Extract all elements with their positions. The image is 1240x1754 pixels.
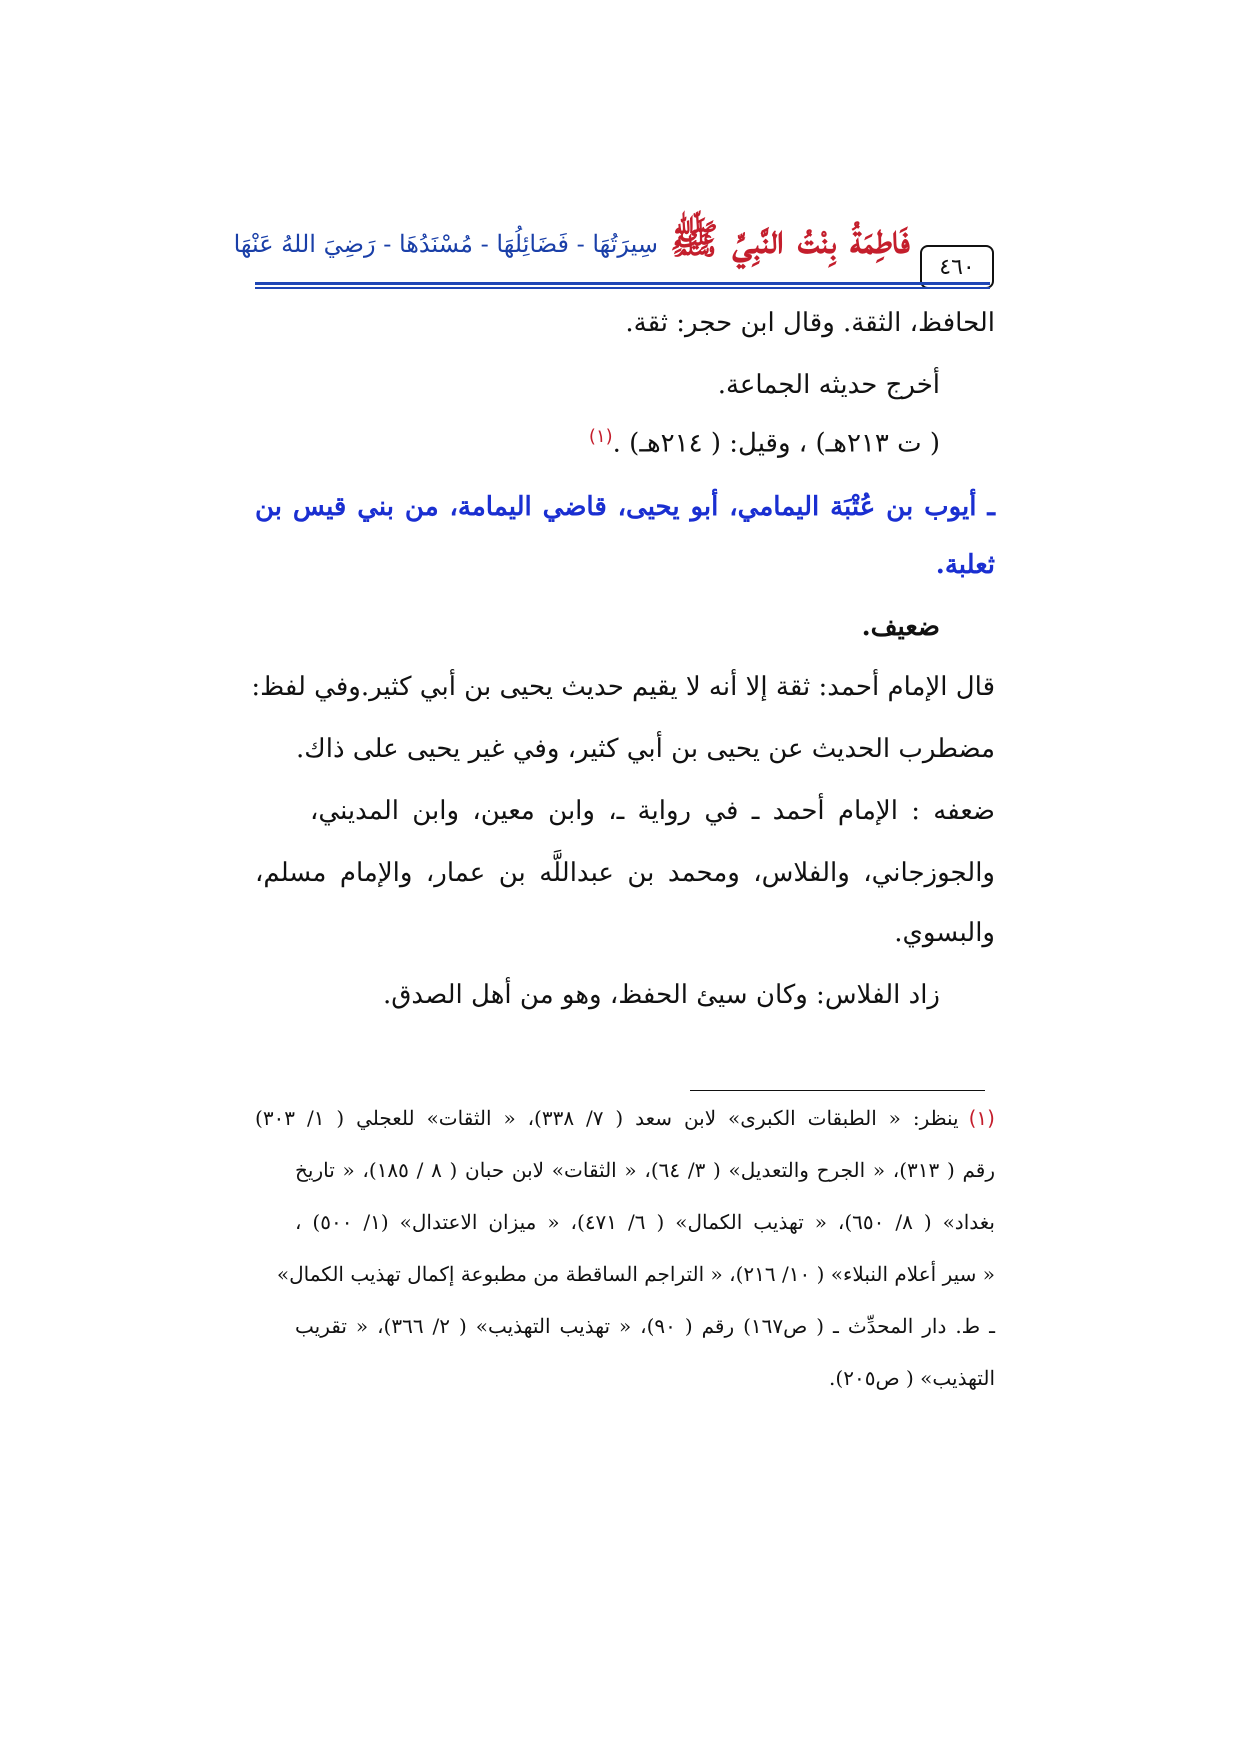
footnote-line-1: (١)ينظر: « الطبقات الكبرى» لابن سعد ( ٧/ ٣٣٨)، « الثقات» للعجلي ( ١/ ٣٠٣) xyxy=(255,1106,995,1130)
footnote-line-6: التهذيب» ( ص٢٠٥). xyxy=(829,1366,995,1390)
quote-2-line-3: والبسوي. xyxy=(894,918,995,948)
header-rule-secondary xyxy=(255,287,990,289)
footnote-line-3: بغداد» ( ٨/ ٦٥٠)، « تهذيب الكمال» ( ٦/ ٤٧١)، « ميزان الاعتدال» (١/ ٥٠٠) ، xyxy=(295,1210,995,1234)
header-rule xyxy=(255,282,990,285)
quote-1-line-2: مضطرب الحديث عن يحيى بن أبي كثير، وفي غير يحيى على ذاك. xyxy=(296,734,995,764)
footnote-line-2: رقم ( ٣١٣)، « الجرح والتعديل» ( ٣/ ٦٤)، « الثقات» لابن حبان ( ٨ / ١٨٥)، « تاريخ xyxy=(295,1158,996,1182)
quote-2-line-1: ضعفه : الإمام أحمد ـ في رواية ـ، وابن معين، وابن المديني، xyxy=(310,796,995,826)
death-date: ( ت ٢١٣هـ) ، وقيل: ( ٢١٤هـ) . xyxy=(612,428,940,459)
entry-heading-line-2: ثعلبة. xyxy=(935,550,995,580)
header-title-main: فَاطِمَةُ بِنْتُ النَّبِيِّ ﷺ xyxy=(670,216,910,263)
paragraph-3 xyxy=(581,426,940,459)
paragraph-1: الحافظ، الثقة. وقال ابن حجر: ثقة. xyxy=(625,308,995,338)
footnote-line-5: ـ ط. دار المحدِّث ـ ( ص١٦٧) رقم ( ٩٠)، « تهذيب التهذيب» ( ٢/ ٣٦٦)، « تقريب xyxy=(295,1314,995,1338)
paragraph-2: أخرج حديثه الجماعة. xyxy=(717,370,940,400)
quote-1-line-1: قال الإمام أحمد: ثقة إلا أنه لا يقيم حديث يحيى بن أبي كثير.وفي لفظ: xyxy=(251,672,995,702)
quote-3: زاد الفلاس: وكان سيئ الحفظ، وهو من أهل الصدق. xyxy=(382,980,940,1010)
header-title-sub: سِيرَتُهَا - فَضَائِلُهَا - مُسْنَدُهَا - رَضِيَ اللهُ عَنْهَا xyxy=(233,230,658,258)
page-number: ٤٦٠ xyxy=(920,245,994,289)
entry-heading-line-1: ـ أيوب بن عُتْبَة اليمامي، أبو يحيى، قاضي اليمامة، من بني قيس بن xyxy=(255,492,995,522)
footnote-line-4: « سير أعلام النبلاء» ( ١٠/ ٢١٦)، « التراجم الساقطة من مطبوعة إكمال تهذيب الكمال» xyxy=(276,1262,995,1286)
running-header xyxy=(233,212,910,276)
footnote-number: (١) xyxy=(968,1106,995,1130)
footnote-separator xyxy=(690,1090,985,1091)
quote-2-line-2: والجوزجاني، والفلاس، ومحمد بن عبداللَّه بن عمار، والإمام مسلم، xyxy=(255,858,995,888)
grade-label: ضعيف. xyxy=(861,612,940,642)
footnote-ref[interactable]: (١) xyxy=(588,426,613,447)
